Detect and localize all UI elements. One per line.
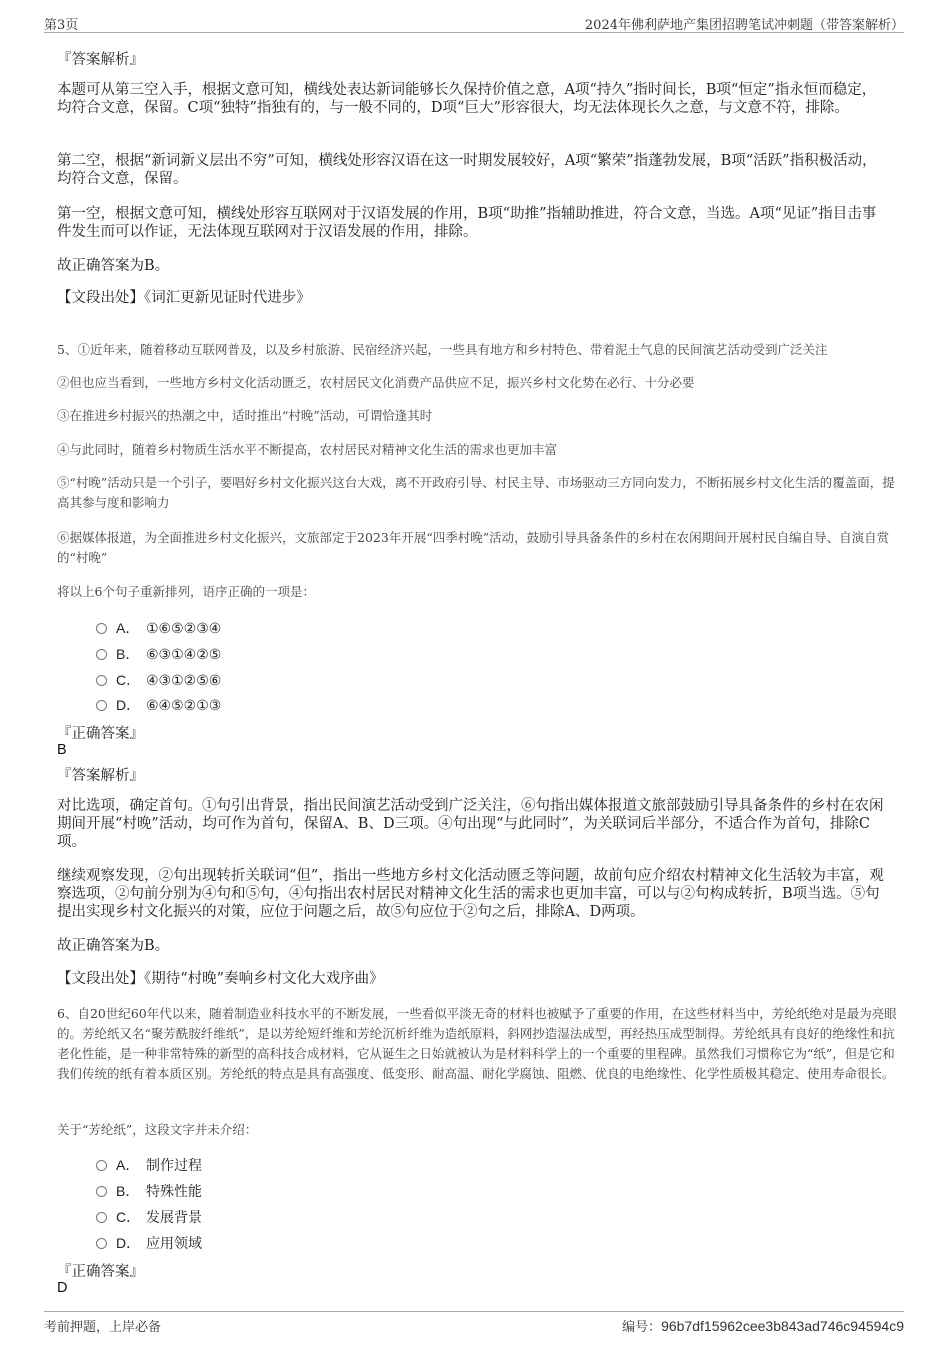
question-passage: 6、自20世纪60年代以来，随着制造业科技水平的不断发展，一些看似平淡无奇的材料也被赋予了重要的作用，在这些材料当中，芳纶纸绝对是最为亮眼的。芳纶纸又名“聚芳酰胺纤维纸”，是以芳纶短纤维和芳纶沉析纤维为造纸原料，斜网抄造湿法成型，再经热压成型制得。芳纶纸具有良好的绝缘性和抗老化性能，是一种非常特殊的新型的高科技合成材料，它从诞生之日始就被认为是材料科学上的一个重要的里程碑。虽然我们习惯称它为“纸”，但是它和我们传统的纸有着本质区别。芳纶纸的特点是具有高强度、低变形、耐高温、耐化学腐蚀、阻燃、优良的电绝缘性、化学性质极其稳定、使用寿命很长。 [57,1006,897,1081]
radio-icon[interactable] [96,1160,107,1171]
question-sentence: ⑥据媒体报道，为全面推进乡村文化振兴，文旅部定于2023年开展“四季村晚”活动，鼓励引导具备条件的乡村在农闲期间开展村民自编自导、自演自赏的“村晚” [57,530,890,565]
page-header [44,12,904,33]
analysis-label: 『答案解析』 [57,52,144,68]
footer-slogan: 考前押题，上岸必备 [44,1320,162,1335]
radio-icon[interactable] [96,700,107,711]
question-sentence: ④与此同时，随着乡村物质生活水平不断提高，农村居民对精神文化生活的需求也更加丰富 [57,442,558,457]
analysis-paragraph: 对比选项，确定首句。①句引出背景，指出民间演艺活动受到广泛关注，⑥句指出媒体报道文旅部鼓励引导具备条件的乡村在农闲期间开展“村晚”活动，均可作为首句，保留A、B、D三项。④句出现“与此同时”，为关联词后半部分，不适合作为首句，排除C项。 [57,798,884,850]
radio-icon[interactable] [96,1212,107,1223]
option-a[interactable]: A． ①⑥⑤②③④ [96,618,221,636]
analysis-paragraph: 继续观察发现，②句出现转折关联词“但”，指出一些地方乡村文化活动匮乏等问题，故前句应介绍农村精神文化生活较为丰富，观察选项，②句前分别为④句和⑤句，④句指出农村居民对精神文化生活的需求也更加丰富，可以与②句构成转折，B项当选。⑤句提出实现乡村文化振兴的对策，应位于问题之后，故⑤句应位于②句之后，排除A、D两项。 [57,868,884,920]
analysis-paragraph: 本题可从第三空入手，根据文意可知，横线处表达新词能够长久保持价值之意，A项“持久”指时间长，B项“恒定”指永恒而稳定，均符合文意，保留。C项“独特”指独有的，与一般不同的，D项“巨大”形容很大，均无法体现长久之意，与文意不符，排除。 [57,82,877,116]
correct-answer-label: 『正确答案』 [57,726,144,742]
page-number: 第3页 [44,18,79,33]
document-title: 2024年佛利萨地产集团招聘笔试冲刺题（带答案解析） [584,18,904,33]
option-c[interactable]: C． 发展背景 [96,1207,202,1225]
question-prompt: 关于“芳纶纸”，这段文字并未介绍： [57,1122,258,1137]
correct-answer-label: 『正确答案』 [57,1264,144,1280]
answer-conclusion: 故正确答案为B。 [57,938,170,954]
option-d[interactable]: D． 应用领域 [96,1233,202,1251]
analysis-paragraph: 第一空，根据文意可知，横线处形容互联网对于汉语发展的作用，B项“助推”指辅助推进，符合文意，当选。A项“见证”指目击事件发生而可以作证，无法体现互联网对于汉语发展的作用，排除。 [57,206,877,240]
radio-icon[interactable] [96,649,107,660]
option-d[interactable]: D． ⑥④⑤②①③ [96,695,221,713]
question-prompt: 将以上6个句子重新排列，语序正确的一项是： [57,584,315,599]
radio-icon[interactable] [96,623,107,634]
source-note: 【文段出处】《期待“村晚”奏响乡村文化大戏序曲》 [57,971,384,987]
document-code: 编号：96b7df15962cee3b843ad746c94594c9 [622,1318,904,1335]
radio-icon[interactable] [96,675,107,686]
page-footer [44,1311,904,1340]
correct-answer: B [57,742,67,758]
analysis-label: 『答案解析』 [57,768,144,784]
question-sentence: ②但也应当看到，一些地方乡村文化活动匮乏，农村居民文化消费产品供应不足，振兴乡村文化势在必行、十分必要 [57,375,695,390]
radio-icon[interactable] [96,1238,107,1249]
question-sentence: ③在推进乡村振兴的热潮之中，适时推出“村晚”活动，可谓恰逢其时 [57,408,433,423]
option-a[interactable]: A． 制作过程 [96,1155,202,1173]
source-note: 【文段出处】《词汇更新见证时代进步》 [57,290,311,306]
radio-icon[interactable] [96,1186,107,1197]
option-c[interactable]: C． ④③①②⑤⑥ [96,670,221,688]
answer-conclusion: 故正确答案为B。 [57,258,170,274]
option-b[interactable]: B． 特殊性能 [96,1181,202,1199]
question-sentence: 5、①近年来，随着移动互联网普及，以及乡村旅游、民宿经济兴起，一些具有地方和乡村特色、带着泥土气息的民间演艺活动受到广泛关注 [57,342,828,357]
analysis-paragraph: 第二空，根据“新词新义层出不穷”可知，横线处形容汉语在这一时期发展较好，A项“繁荣”指蓬勃发展，B项“活跃”指积极活动，均符合文意，保留。 [57,153,877,187]
correct-answer: D [57,1280,68,1296]
option-b[interactable]: B． ⑥③①④②⑤ [96,644,221,662]
question-sentence: ⑤“村晚”活动只是一个引子，要唱好乡村文化振兴这台大戏，离不开政府引导、村民主导、市场驱动三方同向发力，不断拓展乡村文化生活的覆盖面，提高其参与度和影响力 [57,475,895,510]
